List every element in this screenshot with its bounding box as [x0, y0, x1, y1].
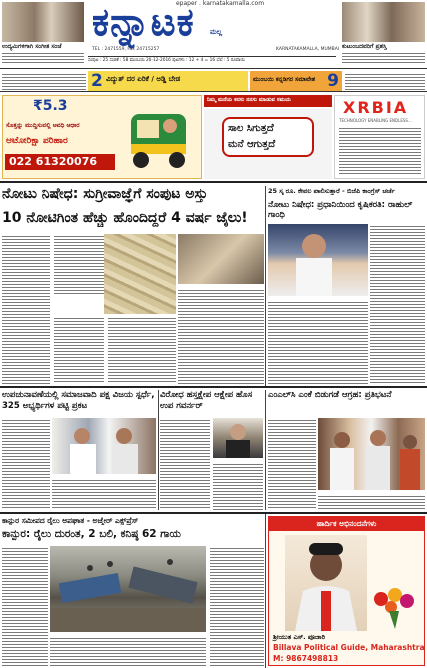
masthead-tel: TEL : 2471559, Fax 24715257 — [92, 47, 160, 52]
rahul-side-text — [370, 224, 425, 384]
ticker-left-text — [2, 72, 86, 90]
masthead-right-photo — [342, 2, 425, 42]
currency-notes-photo — [104, 234, 176, 314]
train-headline[interactable]: ಕಾನ್ಪುರ: ರೈಲು ದುರಂತ, 2 ಬಲಿ, ಕನಿಷ್ಠ 62 ಗಾಯ — [2, 528, 181, 540]
greeting-title: ಹಾರ್ದಿಕ ಅಭಿನಂದನೆಗಳು — [316, 519, 377, 528]
upachunavane-text-right — [52, 478, 156, 510]
greeting-footer-2: M: 9867498813 — [273, 654, 339, 663]
lead-col-2-text — [54, 234, 104, 294]
masthead-left-text — [2, 51, 84, 65]
train-accident-photo — [50, 546, 206, 632]
xrbia-tagline: TECHNOLOGY ENABLING ENDLESS... — [339, 118, 412, 123]
divider-4 — [265, 514, 266, 668]
divider-3 — [265, 390, 266, 510]
mid-banner — [204, 95, 332, 107]
lead-headline-1[interactable]: ನೋಟು ನಿಷೇಧ: ಸುಗ್ರೀವಾಜ್ಞೆಗೆ ಸಂಪುಟ ಅಸ್ತು — [2, 186, 208, 202]
arrest-headline[interactable]: ಎಂಎಲ್‌ಸಿ ಎಂಕೆ ಬಿಡುಗಡೆ ಆಗ್ರಹ: ಪ್ರತಿಭಟನೆ — [268, 390, 392, 400]
lead-inset-photo — [178, 234, 264, 284]
divider — [265, 186, 266, 386]
upachunavane-headline[interactable]: ಉಪಚುನಾವಣೆಯಲ್ಲಿ ಸಮಾಜವಾದಿ ಪಕ್ಷ ವಿಜಯ ಸ್ಪರ್ಧೆ, 325 ಅಭ್ಯರ್ಥಿಗಳ ಪಟ್ಟಿ ಪ್ರಕಟ — [2, 390, 155, 411]
rahul-body-text — [268, 300, 368, 384]
ad-phone[interactable]: 022 61320076 — [9, 155, 98, 168]
advert-row — [0, 93, 427, 183]
lead-col-1-text — [2, 234, 50, 384]
arrest-text-1 — [268, 418, 316, 510]
train-text-2 — [50, 636, 206, 666]
ticker-num-2: 2 — [91, 71, 103, 91]
xrbia-text — [339, 126, 421, 174]
upachunavane-text-left — [2, 418, 50, 510]
greeting-ad[interactable] — [268, 516, 425, 666]
train-text-3 — [210, 546, 264, 666]
rickshaw-image — [123, 104, 198, 174]
xrbia-ad[interactable] — [334, 95, 425, 179]
ticker-item-2[interactable] — [88, 71, 248, 91]
lead-headline-2[interactable]: 10 ನೋಟಿಗಿಂತ ಹೆಚ್ಚು ಹೊಂದಿದ್ದರೆ 4 ವರ್ಷ ಜೈಲು! — [2, 210, 248, 226]
masthead-edition: KARNATAKAMALLA, MUMBAI — [276, 47, 340, 52]
greeting-bouquet — [369, 587, 419, 629]
rahul-kicker: 25 ಸ್ಕ ರೂ. ಕೇವಲ ಪಾಲಿಸುತ್ತಾರೆ - ಬಿಜೆಪಿ ಕಾಂಗ್ರೆಸ್ ಚರ್ಚೆ — [268, 188, 395, 195]
governor-headline[interactable]: ವಿರೋಧ ಹಸ್ತಕ್ಷೇಪ ಆಕ್ಷೇಪ ಹೊಸ ಉಪ ಗವರ್ನರ್ — [160, 390, 253, 411]
title-main: ಕನ್ನಾಟಕ — [92, 0, 195, 44]
upachunavane-photo — [52, 418, 156, 474]
greeting-footer-1: Billava Political Guide, Maharashtra — [273, 643, 425, 652]
ad-text-1: ಸೊತ್ತನ್ನು ಮುದ್ದಿಸುವಲ್ಲಿ ಅವಧಿ ಆಧಾರ — [6, 122, 80, 129]
governor-text-2 — [213, 462, 263, 510]
arrest-text-2 — [318, 494, 425, 510]
arrest-photo — [318, 418, 425, 490]
masthead-left-photo — [2, 2, 84, 42]
greeting-portrait — [285, 535, 367, 631]
masthead-left-caption: ಉದ್ಯಮಿಗಳಿಗಾಗಿ ಸಂಗೀತ ಸಂಜೆ — [2, 43, 62, 50]
ticker-bar — [0, 68, 427, 92]
masthead-date-line: ಸಂಪುಟ : 25 ಸಂಚಿಕೆ : 58 ಮುಂಬಯಿ 20-12-2016 ಪುಟಗಳು : 12 + 4 = 16 ಬೆಲೆ : 5 ರೂಪಾಯಿ — [88, 56, 336, 63]
ad-text-2: ಆಟೋರಿಕ್ಷಾ ಪರಿಹಾರ — [6, 136, 68, 146]
lead-col-3-text — [54, 316, 104, 384]
ticker-item-9[interactable] — [250, 71, 342, 91]
divider-2 — [158, 390, 159, 510]
lead-col-4-text — [108, 316, 176, 384]
xrbia-logo: XRBIA — [343, 98, 409, 117]
governor-text-1 — [160, 418, 210, 510]
governor-photo — [213, 418, 263, 458]
ticker-num-9: 9 — [327, 71, 339, 91]
rahul-headline[interactable]: ನೋಟು ನಿಷೇಧ: ಪ್ರಧಾನಿಯಿಂದ ಕೃಷಿಕರತಿ: ರಾಹುಲ್ ಗಾಂಧಿ — [268, 200, 413, 221]
masthead-right-caption: ಕುಟುಂಬದವರಿಗೆ ಪ್ರಶಸ್ತಿ — [342, 43, 387, 50]
masthead-right-text — [342, 51, 425, 65]
lead-col-5-text — [178, 288, 264, 384]
loan-text-2: ಮನೆ ಆಗುತ್ತದೆ — [228, 139, 276, 150]
title-small: ಮಲ್ಲ — [210, 28, 223, 36]
ticker-right-text — [345, 72, 425, 90]
epaper-url[interactable]: epaper . karnatakamalla.com — [175, 0, 265, 7]
housing-loan-ad[interactable] — [204, 109, 332, 179]
masthead — [0, 0, 427, 68]
mid-banner-text: ನಿಮ್ಮ ಮನೆಯ ಕನಸು ನನಸು ಮಾಡುವ ಸಮಯ — [207, 97, 291, 103]
ad-price: ₹5.3 — [33, 98, 68, 114]
rule-1 — [0, 386, 427, 388]
rule-2 — [0, 512, 427, 514]
ticker-text-9: ಮುಂಬಯಿ ಕನ್ನಡಿಗರ ಸಮಾವೇಶ — [253, 76, 316, 83]
train-text-1 — [2, 546, 48, 666]
ticker-text-2: ವಿದ್ಯುತ್ ದರ ಏರಿಕೆ / ಅಡ್ಡಿ ಬೇಡ — [106, 75, 181, 83]
autorickshaw-ad[interactable] — [2, 95, 202, 179]
loan-text-1: ಸಾಲ ಸಿಗುತ್ತದೆ — [228, 123, 274, 134]
rahul-photo — [268, 224, 368, 296]
train-kicker: ಕಾನ್ಪುರ ಸಮೀಪದ ರೈಲು ಅಪಘಾತ - ಅಜ್ಮೇರ್ ಎಕ್ಸ್‌ಪ್ರೆಸ್ — [2, 516, 139, 525]
greeting-name: ಶ್ರೀಯುತ ಎಸ್. ಪೂಜಾರಿ — [273, 633, 326, 641]
